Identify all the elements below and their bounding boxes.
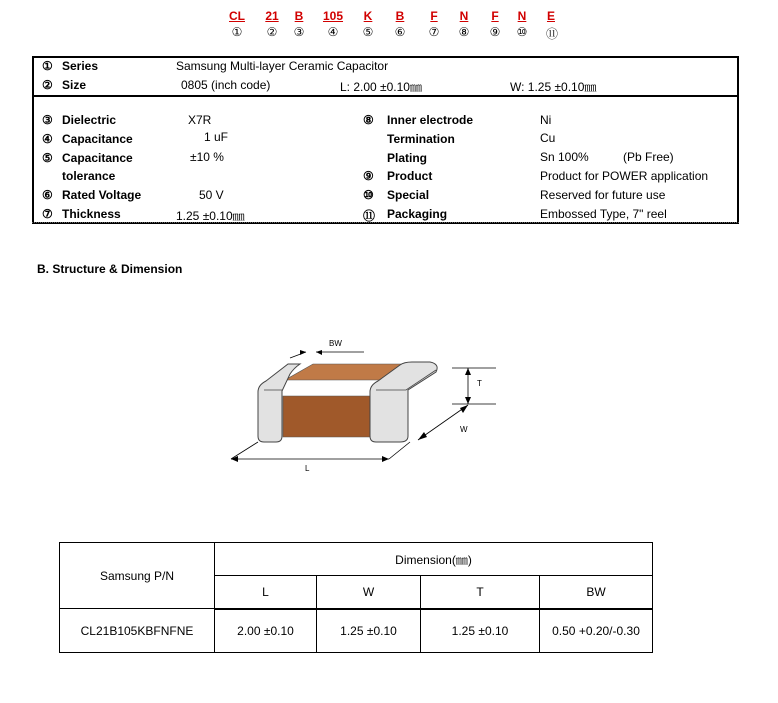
tolerance-label-2: tolerance	[62, 169, 116, 183]
section-title: B. Structure & Dimension	[37, 262, 183, 276]
code-index: ⑦	[428, 25, 440, 39]
termination-label: Termination	[387, 132, 455, 146]
code-segment: 21	[265, 9, 279, 23]
electrode-value: Ni	[540, 113, 552, 127]
voltage-num: ⑥	[42, 188, 53, 202]
dimension-table	[59, 542, 653, 653]
code-segment: N	[517, 9, 527, 23]
cell-t: 1.25 ±0.10	[421, 609, 540, 653]
code-segment: E	[546, 9, 555, 23]
spec-bottom-dotted-line	[32, 222, 739, 223]
code-segment: F	[491, 9, 499, 23]
tolerance-num: ⑤	[42, 151, 53, 165]
thickness-label: Thickness	[62, 207, 121, 221]
special-num: ⑩	[363, 188, 374, 202]
cell-w: 1.25 ±0.10	[317, 609, 421, 653]
code-segment: K	[363, 9, 373, 23]
code-segment: CL	[229, 9, 245, 23]
l-label: L	[305, 464, 310, 473]
thickness-num: ⑦	[42, 207, 53, 221]
pn-cell: CL21B105KBFNFNE	[60, 609, 215, 653]
table-row	[60, 609, 653, 653]
code-segment: N	[459, 9, 469, 23]
special-label: Special	[387, 188, 430, 202]
code-index: ⑨	[489, 25, 501, 39]
dielectric-num: ③	[42, 113, 53, 127]
series-label: Series	[62, 59, 99, 73]
code-index: ⑩	[516, 25, 528, 39]
col-header-t: T	[421, 576, 540, 609]
series-num: ①	[42, 59, 53, 73]
size-num: ②	[42, 78, 53, 92]
size-label: Size	[62, 78, 87, 92]
code-segment: B	[395, 9, 405, 23]
product-label: Product	[387, 169, 433, 183]
tolerance-label: Capacitance	[62, 151, 133, 165]
pn-header: Samsung P/N	[60, 543, 215, 609]
electrode-num: ⑧	[363, 113, 374, 127]
series-value: Samsung Multi-layer Ceramic Capacitor	[176, 59, 389, 73]
product-value: Product for POWER application	[540, 169, 709, 183]
code-index: ⑥	[394, 25, 406, 39]
bw-label: BW	[329, 339, 342, 348]
packaging-value: Embossed Type, 7" reel	[540, 207, 667, 221]
plating-value: Sn 100%	[540, 150, 589, 164]
cell-l: 2.00 ±0.10	[215, 609, 317, 653]
code-index: ⑧	[458, 25, 470, 39]
dielectric-value: X7R	[188, 113, 212, 127]
code-index: ②	[266, 25, 278, 39]
voltage-label: Rated Voltage	[62, 188, 142, 202]
special-value: Reserved for future use	[540, 188, 666, 202]
size-value: 0805 (inch code)	[181, 78, 271, 92]
code-index: ⑪	[545, 27, 558, 41]
packaging-label: Packaging	[387, 207, 448, 221]
col-header-w: W	[317, 576, 421, 609]
capacitance-num: ④	[42, 132, 53, 146]
capacitor-diagram	[225, 335, 505, 475]
w-label: W	[460, 425, 468, 434]
code-index: ④	[327, 25, 339, 39]
capacitor-body	[283, 396, 372, 437]
packaging-num: ⑪	[363, 209, 376, 223]
tolerance-value: ±10 %	[190, 150, 224, 164]
plating-note: (Pb Free)	[623, 150, 674, 164]
capacitance-label: Capacitance	[62, 132, 133, 146]
col-header-l: L	[215, 576, 317, 609]
t-label: T	[477, 379, 482, 388]
code-segment: F	[430, 9, 438, 23]
code-index: ⑤	[362, 25, 374, 39]
code-segment: 105	[322, 9, 344, 23]
code-index: ①	[231, 25, 243, 39]
col-header-bw: BW	[540, 576, 653, 609]
electrode-label: Inner electrode	[387, 113, 474, 127]
size-length: L: 2.00 ±0.10㎜	[340, 80, 422, 94]
plating-label: Plating	[387, 151, 428, 165]
voltage-value: 50 V	[199, 188, 224, 202]
cell-bw: 0.50 +0.20/-0.30	[540, 609, 653, 653]
spec-divider	[32, 95, 739, 97]
capacitance-value: 1 uF	[204, 130, 229, 144]
thickness-value: 1.25 ±0.10㎜	[176, 209, 245, 223]
product-num: ⑨	[363, 169, 374, 183]
code-index: ③	[293, 25, 305, 39]
size-width: W: 1.25 ±0.10㎜	[510, 80, 597, 94]
code-segment: B	[294, 9, 304, 23]
termination-value: Cu	[540, 131, 556, 145]
dimension-header: Dimension(㎜)	[215, 543, 653, 576]
dielectric-label: Dielectric	[62, 113, 117, 127]
